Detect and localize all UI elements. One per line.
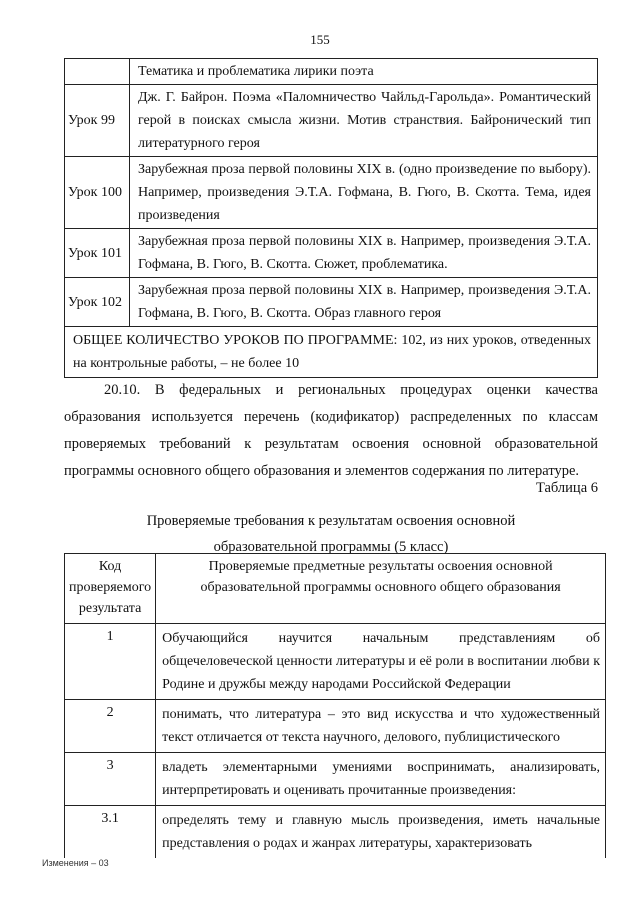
header-requirements: Проверяемые предметные результаты освоения основной образовательной программы основного общего образования [156,554,606,624]
page-number: 155 [310,32,330,47]
lesson-description: Зарубежная проза первой половины XIX в. Например, произведения Э.Т.А. Гофмана, В. Гюго, В. Скотта. Сюжет, проблематика. [130,229,598,278]
body-paragraph: 20.10. В федеральных и региональных процедурах оценки качества образования используется перечень (кодификатор) распределенных по классам проверяемых требований к результатам освоения основной образовательной программы основного общего образования и элементов содержания по литературе. [64,382,598,479]
table-row [65,806,606,859]
lesson-label: Урок 100 [65,157,130,229]
table-title-line: образовательной программы (5 класс) [213,539,449,555]
requirements-table [64,553,606,858]
lesson-description: Зарубежная проза первой половины XIX в. Например, произведения Э.Т.А. Гофмана, В. Гюго, В. Скотта. Образ главного героя [130,278,598,327]
lesson-label: Урок 99 [65,85,130,157]
table-row [65,229,598,278]
footer-note: Изменения – 03 [42,858,109,868]
table-row [65,157,598,229]
lesson-description: Дж. Г. Байрон. Поэма «Паломничество Чайльд-Гарольда». Романтический герой в поисках смысла жизни. Мотив странствия. Байронический тип литературного героя [130,85,598,157]
table-header-row [65,554,606,624]
requirement-code: 3.1 [65,806,156,859]
table-caption: Таблица 6 [535,480,598,496]
requirement-text: Обучающийся научится начальным представлениям об общечеловеческой ценности литературы и её роли в воспитании любви к Родине и дружбы между народами Российской Федерации [156,624,606,700]
requirement-text: владеть элементарными умениями воспринимать, анализировать, интерпретировать и оценивать прочитанные произведения: [156,753,606,806]
table-row [65,85,598,157]
requirement-code: 2 [65,700,156,753]
table-title-line: Проверяемые требования к результатам освоения основной [146,513,516,529]
lesson-label: Урок 101 [65,229,130,278]
table-row-total [65,327,598,378]
requirement-text: определять тему и главную мысль произведения, иметь начальные представления о родах и жанрах литературы, характеризовать [156,806,606,859]
lesson-description: Тематика и проблематика лирики поэта [130,59,598,85]
table-row [65,624,606,700]
header-code: Код проверяемого результата [65,554,156,624]
lesson-label: Урок 102 [65,278,130,327]
table-row [65,753,606,806]
lesson-label [65,59,130,85]
requirement-code: 1 [65,624,156,700]
lesson-description: Зарубежная проза первой половины XIX в. (одно произведение по выбору). Например, произведения Э.Т.А. Гофмана, В. Гюго, В. Скотта. Тема, идея произведения [130,157,598,229]
table-row [65,59,598,85]
requirement-code: 3 [65,753,156,806]
requirement-text: понимать, что литература – это вид искусства и что художественный текст отличается от текста научного, делового, публицистического [156,700,606,753]
table-row [65,700,606,753]
total-lessons: ОБЩЕЕ КОЛИЧЕСТВО УРОКОВ ПО ПРОГРАММЕ: 102, из них уроков, отведенных на контрольные работы, – не более 10 [65,327,598,378]
lesson-table [64,58,598,378]
table-row [65,278,598,327]
